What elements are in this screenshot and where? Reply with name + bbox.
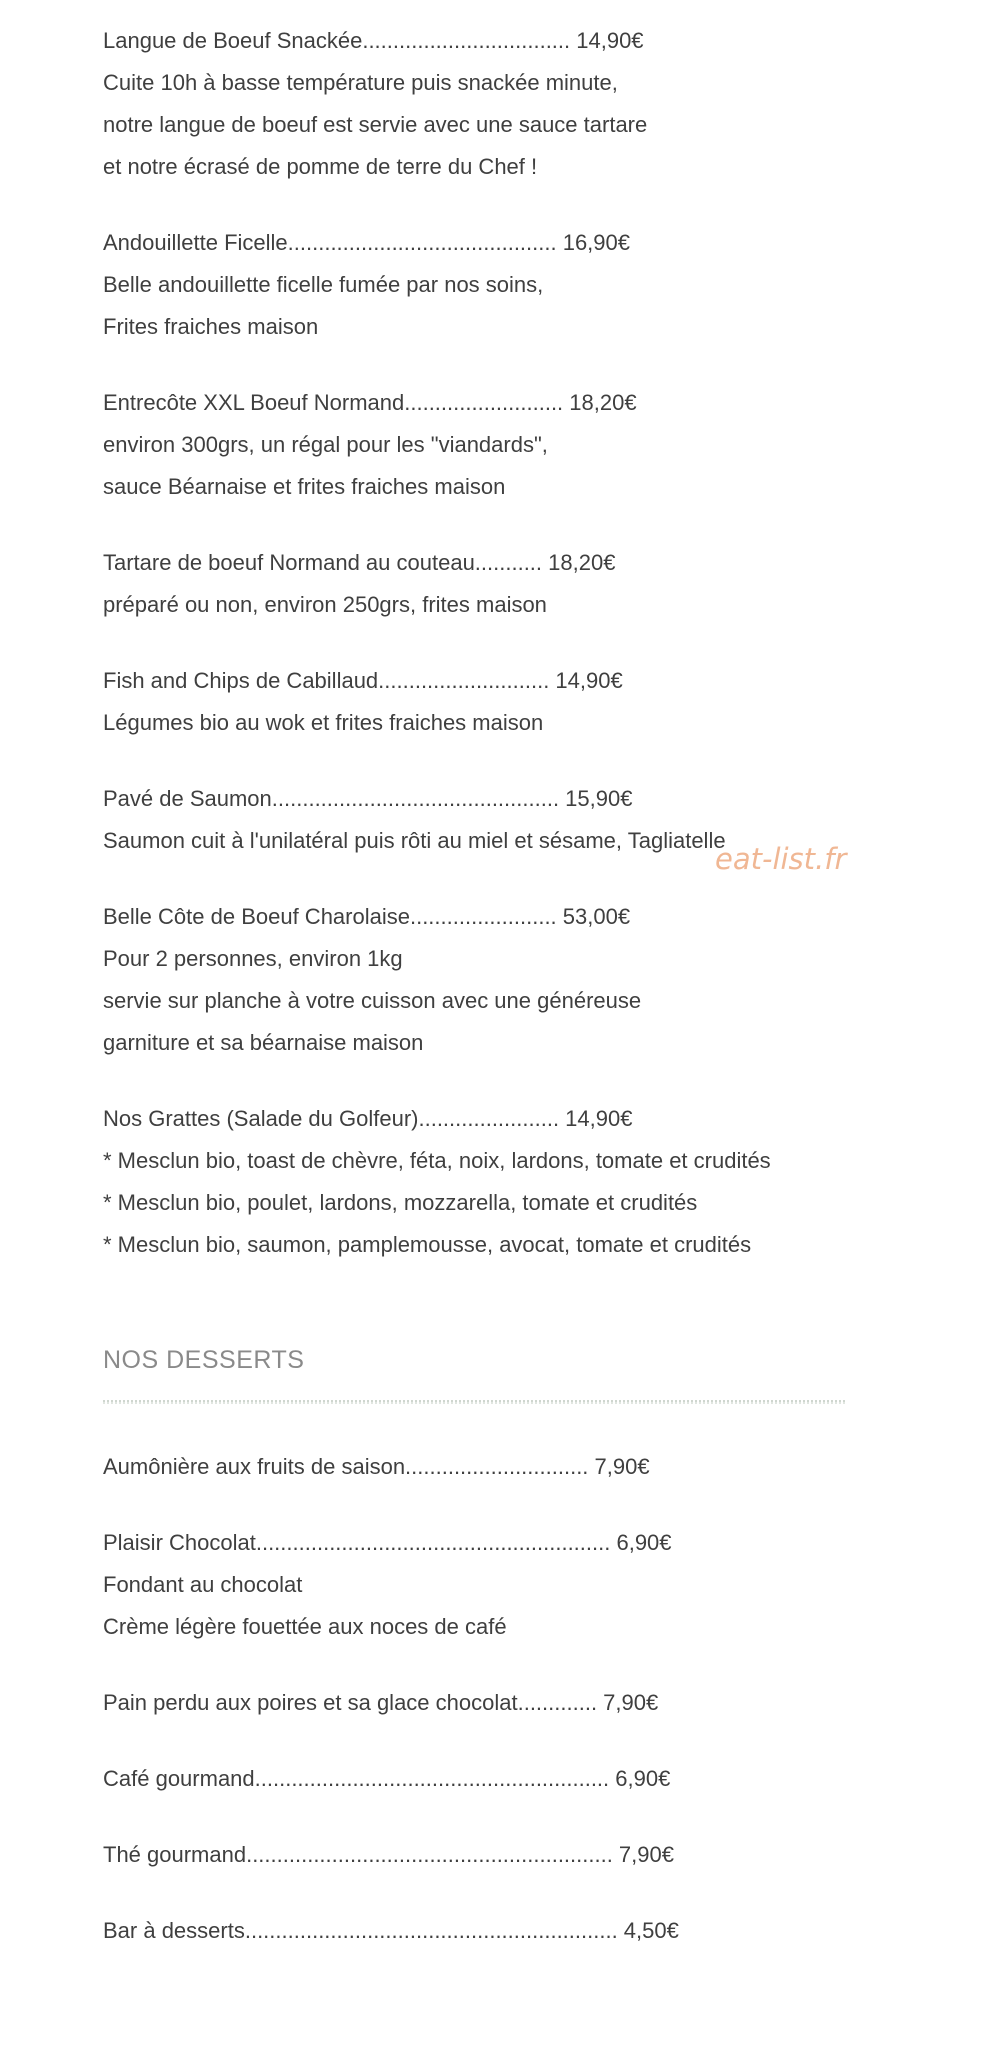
menu-item-entrecote <box>103 382 883 508</box>
dessert-item-cafe-gourmand <box>103 1758 883 1800</box>
watermark-text: eat-list.fr <box>715 842 847 876</box>
dessert-item-title: Café gourmand.......................................................... 6,90€ <box>103 1766 671 1791</box>
dessert-item-title: Pain perdu aux poires et sa glace chocolat............. 7,90€ <box>103 1690 659 1715</box>
dessert-item-plaisir-chocolat <box>103 1522 883 1648</box>
menu-item-description: garniture et sa béarnaise maison <box>103 1030 424 1055</box>
menu-item-title: Langue de Boeuf Snackée.................................. 14,90€ <box>103 28 644 53</box>
section-divider <box>103 1400 845 1404</box>
menu-item-description: environ 300grs, un régal pour les "viandards", <box>103 432 548 457</box>
menu-item-description: préparé ou non, environ 250grs, frites maison <box>103 592 547 617</box>
section-title-desserts: NOS DESSERTS <box>103 1346 305 1374</box>
menu-item-description: Frites fraiches maison <box>103 314 319 339</box>
menu-item-title: Andouillette Ficelle............................................ 16,90€ <box>103 230 631 255</box>
menu-item-description: * Mesclun bio, saumon, pamplemousse, avocat, tomate et crudités <box>103 1232 752 1257</box>
menu-item-description: servie sur planche à votre cuisson avec une généreuse <box>103 988 642 1013</box>
menu-item-fish-and-chips <box>103 660 883 744</box>
dessert-item-title: Plaisir Chocolat.......................................................... 6,90€ <box>103 1530 672 1555</box>
menu-item-description: et notre écrasé de pomme de terre du Chef ! <box>103 154 538 179</box>
dessert-item-title: Aumônière aux fruits de saison.............................. 7,90€ <box>103 1454 650 1479</box>
dessert-item-title: Thé gourmand............................................................ 7,90€ <box>103 1842 674 1867</box>
menu-item-title: Entrecôte XXL Boeuf Normand.......................... 18,20€ <box>103 390 637 415</box>
dessert-item-aumoniere <box>103 1446 883 1488</box>
menu-item-langue-de-boeuf <box>103 20 883 188</box>
dessert-item-pain-perdu <box>103 1682 883 1724</box>
menu-item-description: notre langue de boeuf est servie avec une sauce tartare <box>103 112 648 137</box>
dessert-item-description: Fondant au chocolat <box>103 1572 303 1597</box>
menu-item-title: Fish and Chips de Cabillaud............................ 14,90€ <box>103 668 623 693</box>
menu-content <box>103 20 883 1986</box>
menu-item-description: * Mesclun bio, toast de chèvre, féta, noix, lardons, tomate et crudités <box>103 1148 771 1173</box>
menu-item-description: Légumes bio au wok et frites fraiches maison <box>103 710 544 735</box>
menu-item-description: * Mesclun bio, poulet, lardons, mozzarella, tomate et crudités <box>103 1190 698 1215</box>
menu-item-title: Nos Grattes (Salade du Golfeur)....................... 14,90€ <box>103 1106 633 1131</box>
dessert-item-title: Bar à desserts............................................................. 4,50€ <box>103 1918 679 1943</box>
menu-item-description: sauce Béarnaise et frites fraiches maison <box>103 474 506 499</box>
menu-item-tartare <box>103 542 883 626</box>
dessert-item-description: Crème légère fouettée aux noces de café <box>103 1614 507 1639</box>
menu-item-cote-de-boeuf <box>103 896 883 1064</box>
menu-item-description: Belle andouillette ficelle fumée par nos soins, <box>103 272 544 297</box>
menu-item-title: Belle Côte de Boeuf Charolaise........................ 53,00€ <box>103 904 631 929</box>
menu-item-description: Saumon cuit à l'unilatéral puis rôti au miel et sésame, Tagliatelle <box>103 828 726 853</box>
menu-item-description: Cuite 10h à basse température puis snackée minute, <box>103 70 618 95</box>
dessert-item-bar-a-desserts <box>103 1910 883 1952</box>
menu-item-title: Pavé de Saumon............................................... 15,90€ <box>103 786 633 811</box>
menu-item-description: Pour 2 personnes, environ 1kg <box>103 946 403 971</box>
menu-item-nos-grattes <box>103 1098 883 1266</box>
menu-item-andouillette <box>103 222 883 348</box>
dessert-item-the-gourmand <box>103 1834 883 1876</box>
menu-item-title: Tartare de boeuf Normand au couteau........... 18,20€ <box>103 550 616 575</box>
